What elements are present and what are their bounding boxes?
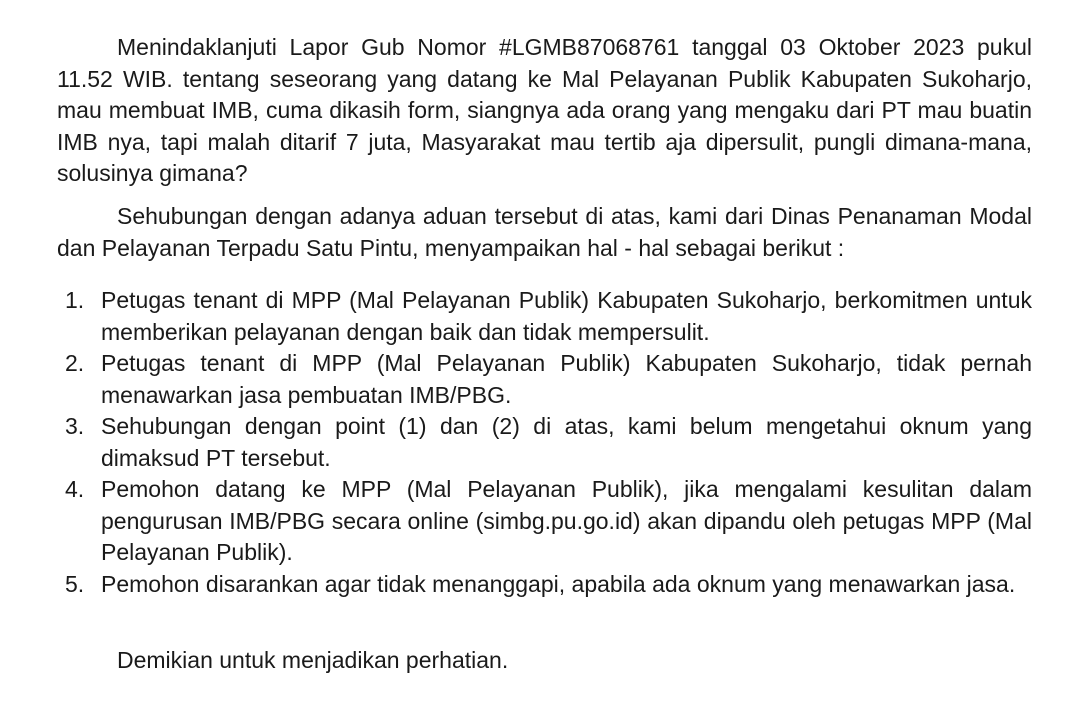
list-item-number: 4. — [65, 476, 85, 502]
list-item — [57, 411, 1032, 474]
closing-sentence: Demikian untuk menjadikan perhatian. — [117, 647, 509, 673]
list-item — [57, 474, 1032, 569]
response-intro-paragraph: Sehubungan dengan adanya aduan tersebut di atas, kami dari Dinas Penanaman Modal dan Pelayanan Terpadu Satu Pintu, menyampaikan hal - hal sebagai berikut : — [57, 203, 1032, 261]
list-item-number: 3. — [65, 413, 85, 439]
list-item-text: Pemohon datang ke MPP (Mal Pelayanan Publik), jika mengalami kesulitan dalam pengurusan IMB/PBG secara online (simbg.pu.go.id) akan dipandu oleh petugas MPP (Mal Pelayanan Publik). — [101, 476, 1032, 565]
list-item-text: Petugas tenant di MPP (Mal Pelayanan Publik) Kabupaten Sukoharjo, berkomitmen untuk memberikan pelayanan dengan baik dan tidak mempersulit. — [101, 287, 1032, 345]
list-item-number: 1. — [65, 287, 85, 313]
list-item — [57, 348, 1032, 411]
list-item-text: Pemohon disarankan agar tidak menanggapi, apabila ada oknum yang menawarkan jasa. — [101, 570, 1016, 597]
list-item-text: Petugas tenant di MPP (Mal Pelayanan Publik) Kabupaten Sukoharjo, tidak pernah menawarkan jasa pembuatan IMB/PBG. — [101, 350, 1032, 408]
list-item-number: 5. — [65, 570, 85, 597]
complaint-paragraph: Menindaklanjuti Lapor Gub Nomor #LGMB87068761 tanggal 03 Oktober 2023 pukul 11.52 WIB. tentang seseorang yang datang ke Mal Pelayanan Publik Kabupaten Sukoharjo, mau membuat IMB, cuma dikasih form, siangnya ada orang yang mengaku dari PT mau buatin IMB nya, tapi malah ditarif 7 juta, Masyarakat mau tertib aja dipersulit, pungli dimana-mana, solusinya gimana? — [57, 34, 1032, 186]
list-item-text: Sehubungan dengan point (1) dan (2) di atas, kami belum mengetahui oknum yang dimaksud PT tersebut. — [101, 413, 1032, 471]
list-item-number: 2. — [65, 350, 85, 376]
list-item — [57, 285, 1032, 348]
response-points-list — [57, 285, 1032, 600]
list-item — [57, 569, 1032, 601]
